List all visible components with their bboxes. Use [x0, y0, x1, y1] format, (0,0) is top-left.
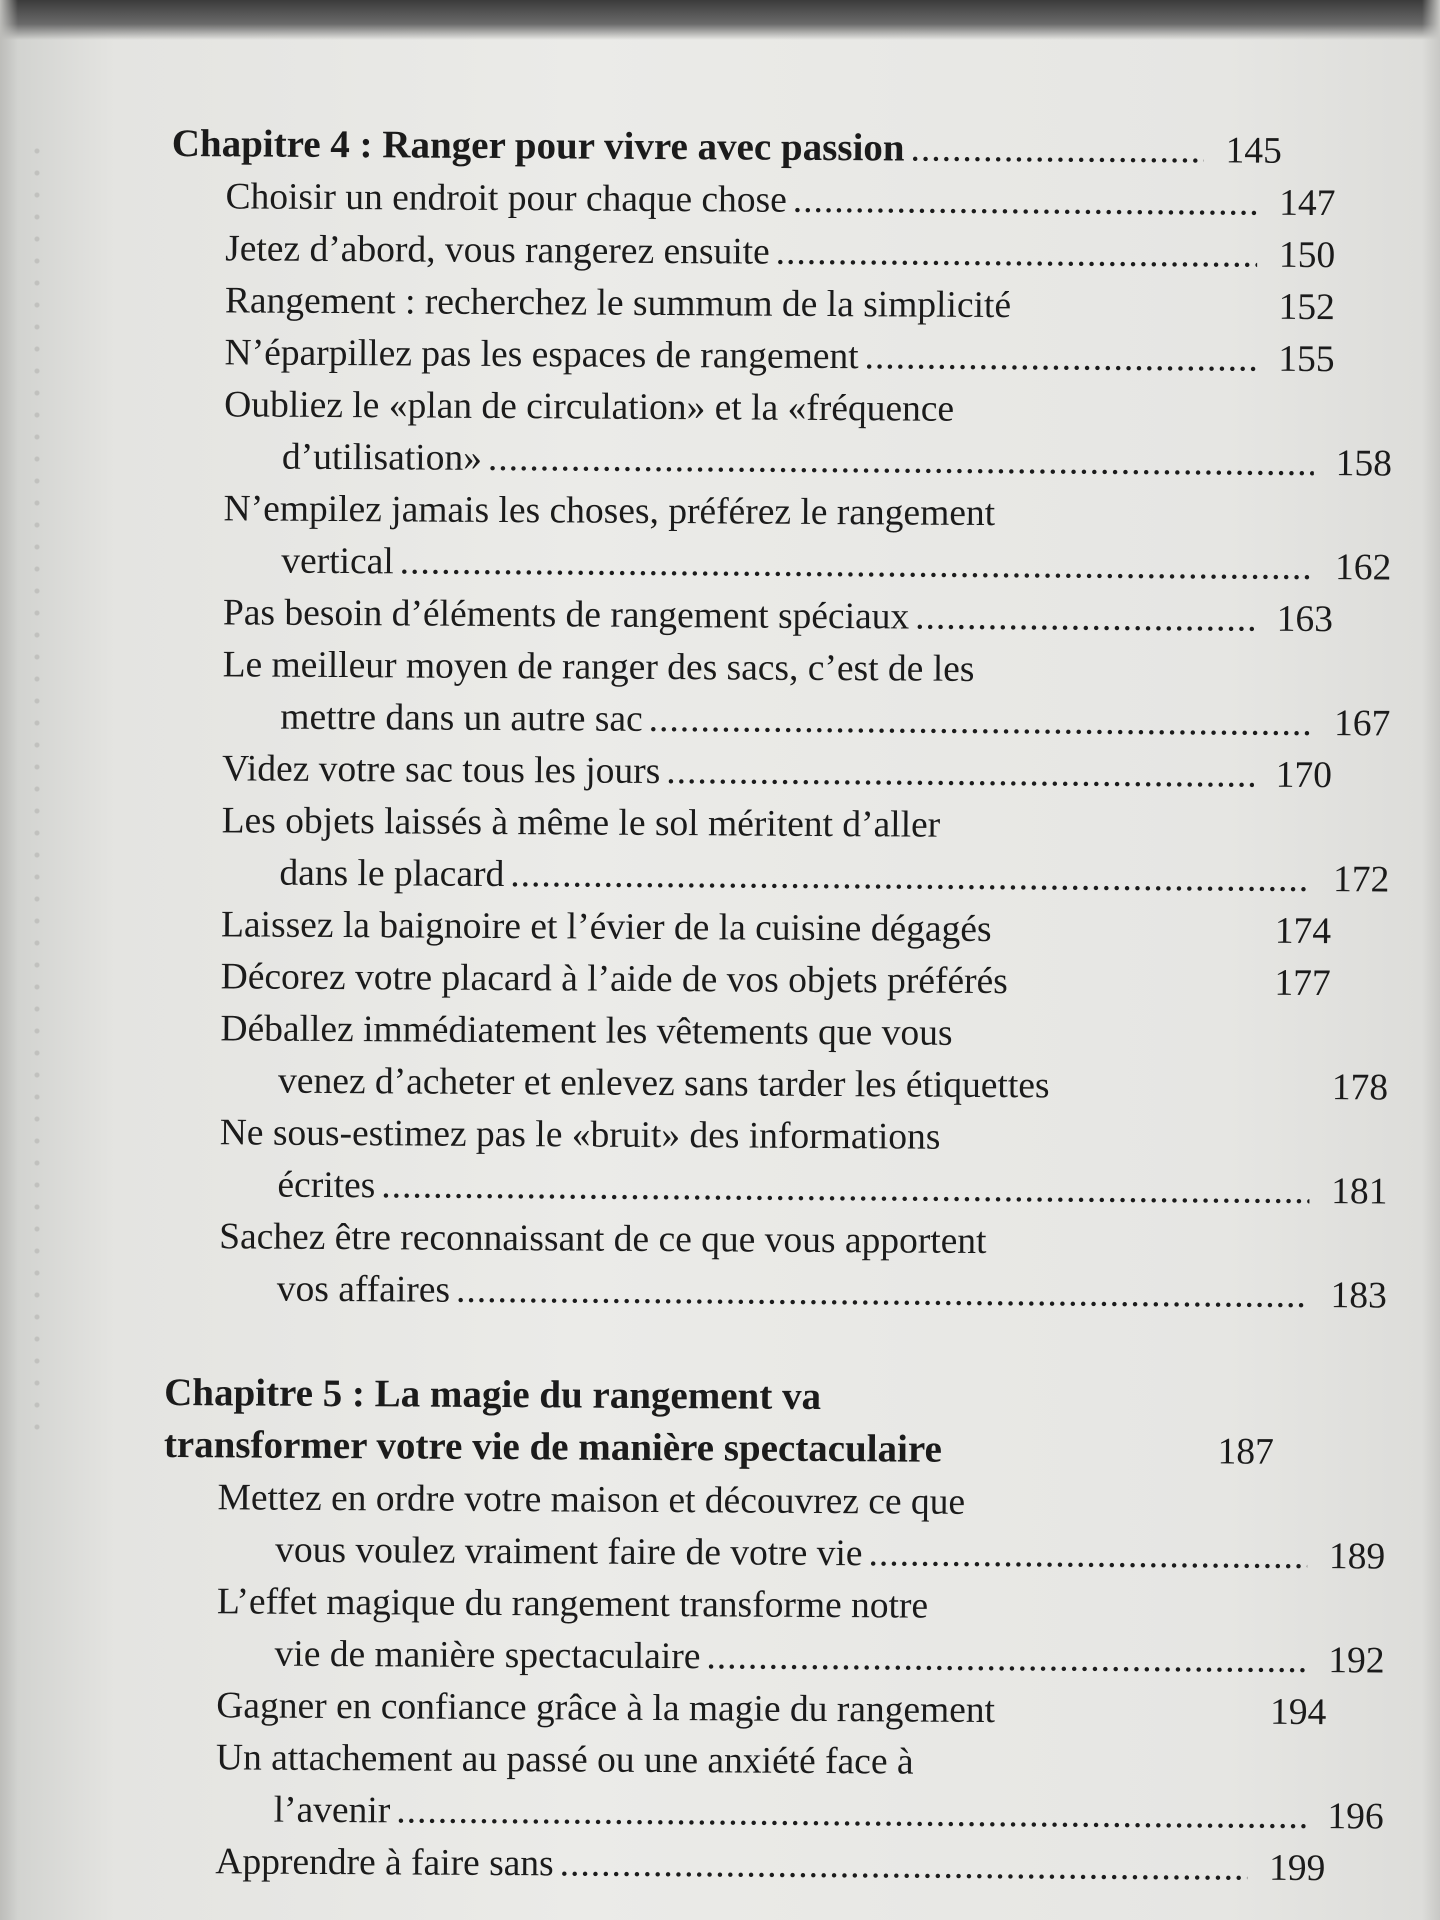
dot-leader	[510, 849, 1311, 906]
dot-leader	[666, 746, 1254, 802]
entry-title-continuation: d’utilisation»	[281, 436, 483, 479]
dot-leader	[381, 1160, 1309, 1218]
page-number: 194	[1269, 1691, 1327, 1734]
page-number: 145	[1225, 130, 1282, 172]
page-number: 174	[1274, 910, 1332, 953]
page-number: 155	[1278, 338, 1335, 381]
entry-title: Choisir un endroit pour chaque chose	[225, 176, 787, 221]
dot-leader	[910, 124, 1204, 178]
dot-leader	[793, 175, 1258, 230]
toc-entry	[170, 327, 1334, 386]
page-number: 178	[1331, 1067, 1389, 1109]
toc-entry	[165, 1211, 1387, 1322]
entry-title-continuation: vous voulez vraiment faire de votre vie	[275, 1529, 863, 1575]
dot-leader	[400, 536, 1314, 594]
page-number: 162	[1334, 547, 1392, 589]
dot-leader	[776, 227, 1258, 282]
toc-entry	[162, 1680, 1326, 1739]
toc-entry	[167, 899, 1331, 958]
page-number: 150	[1278, 234, 1336, 277]
entry-title: Décorez votre placard à l’aide de vos objets préférés	[220, 956, 1008, 1003]
entry-title: Pas besoin d’éléments de rangement spéciaux	[222, 592, 910, 638]
entry-title-line: Oubliez le «plan de circulation» et la «fréquence	[224, 384, 955, 430]
page-number: 152	[1278, 286, 1335, 329]
page-number: 163	[1276, 598, 1334, 641]
toc-entry	[162, 1732, 1384, 1843]
dot-leader	[396, 1785, 1306, 1843]
dot-leader	[864, 331, 1256, 385]
toc-entry	[165, 1107, 1388, 1218]
chapter-heading	[172, 118, 1282, 178]
entry-title-line: Les objets laissés à même le sol méritent d’aller	[221, 800, 941, 846]
entry-title-line: Ne sous-estimez pas le «bruit» des informations	[219, 1112, 941, 1158]
entry-title-line: Sachez être reconnaissant de ce que vous apportent	[219, 1216, 987, 1262]
toc-entry	[161, 1836, 1325, 1895]
dot-leader	[706, 1631, 1307, 1687]
entry-title-continuation: vie de manière spectaculaire	[274, 1633, 701, 1678]
page-number: 199	[1268, 1847, 1326, 1890]
chapter-title-continuation: transformer votre vie de manière spectaculaire	[163, 1422, 942, 1471]
entry-title: N’éparpillez pas les espaces de rangement	[224, 332, 859, 378]
toc-entry	[169, 587, 1333, 646]
page-right-edge	[1422, 0, 1440, 1920]
page-number: 177	[1274, 962, 1331, 1005]
page-number: 147	[1279, 182, 1336, 225]
toc-entry	[168, 743, 1332, 802]
entry-title-line: Le meilleur moyen de ranger des sacs, c’est de les	[222, 644, 975, 690]
binding-perforation	[34, 140, 40, 1440]
page-left-edge	[0, 0, 18, 1920]
dot-leader	[488, 433, 1314, 490]
entry-title-continuation: venez d’acheter et enlevez sans tarder les étiquettes	[277, 1060, 1050, 1107]
entry-title-line: Un attachement au passé ou une anxiété face à	[215, 1737, 914, 1783]
page-number: 170	[1275, 754, 1333, 797]
entry-title-continuation: vertical	[281, 540, 394, 583]
page-number: 167	[1333, 703, 1391, 745]
toc-entry	[168, 639, 1391, 750]
toc-entry	[163, 1472, 1386, 1583]
entry-title-line: Déballez immédiatement les vêtements que vous	[220, 1008, 953, 1054]
toc-entry	[169, 483, 1392, 594]
toc-entry	[171, 223, 1335, 282]
chapter-title-line: Chapitre 5 : La magie du rangement va	[164, 1370, 822, 1418]
chapter-title: Chapitre 4 : Ranger pour vivre avec passion	[171, 121, 905, 170]
page-number: 192	[1328, 1640, 1385, 1682]
toc-entry	[170, 379, 1393, 490]
page-number: 183	[1330, 1275, 1387, 1317]
page-number: 187	[1217, 1431, 1274, 1473]
entry-title-continuation: l’avenir	[273, 1789, 391, 1832]
page-top-shadow	[0, 0, 1440, 40]
page-number: 196	[1327, 1796, 1384, 1838]
toc-entry	[171, 275, 1335, 334]
entry-title-continuation: écrites	[277, 1164, 376, 1207]
entry-title-line: N’empilez jamais les choses, préférez le rangement	[223, 488, 996, 535]
page-number: 181	[1331, 1171, 1388, 1213]
dot-leader	[868, 1528, 1307, 1583]
chapter-heading	[164, 1367, 1275, 1479]
toc-entry	[167, 795, 1390, 906]
toc-entry	[166, 1003, 1389, 1114]
toc-entry	[162, 1576, 1385, 1687]
dot-leader	[915, 592, 1255, 646]
entry-title-continuation: mettre dans un autre sac	[280, 696, 643, 740]
dot-leader	[456, 1265, 1309, 1322]
entry-title: Laissez la baignoire et l’évier de la cuisine dégagés	[220, 904, 992, 951]
entry-title: Rangement : recherchez le summum de la simplicité	[224, 280, 1012, 327]
toc-entry	[167, 951, 1331, 1010]
entry-title-line: L’effet magique du rangement transforme notre	[216, 1581, 929, 1627]
entry-title-continuation: vos affaires	[276, 1268, 451, 1311]
page-number: 172	[1332, 859, 1390, 901]
entry-title-continuation: dans le placard	[279, 852, 505, 896]
page-number: 189	[1328, 1536, 1386, 1578]
entry-title: Jetez d’abord, vous rangerez ensuite	[225, 228, 770, 273]
dot-leader	[560, 1838, 1248, 1894]
page-number: 158	[1335, 443, 1393, 485]
table-of-contents	[161, 118, 1393, 1895]
entry-title: Apprendre à faire sans	[215, 1841, 554, 1885]
entry-title: Gagner en confiance grâce à la magie du rangement	[216, 1685, 996, 1732]
entry-title: Videz votre sac tous les jours	[221, 748, 661, 792]
section-gap	[164, 1315, 1274, 1374]
entry-title-line: Mettez en ordre votre maison et découvrez ce que	[217, 1477, 966, 1523]
toc-entry	[171, 171, 1335, 230]
dot-leader	[649, 694, 1313, 750]
